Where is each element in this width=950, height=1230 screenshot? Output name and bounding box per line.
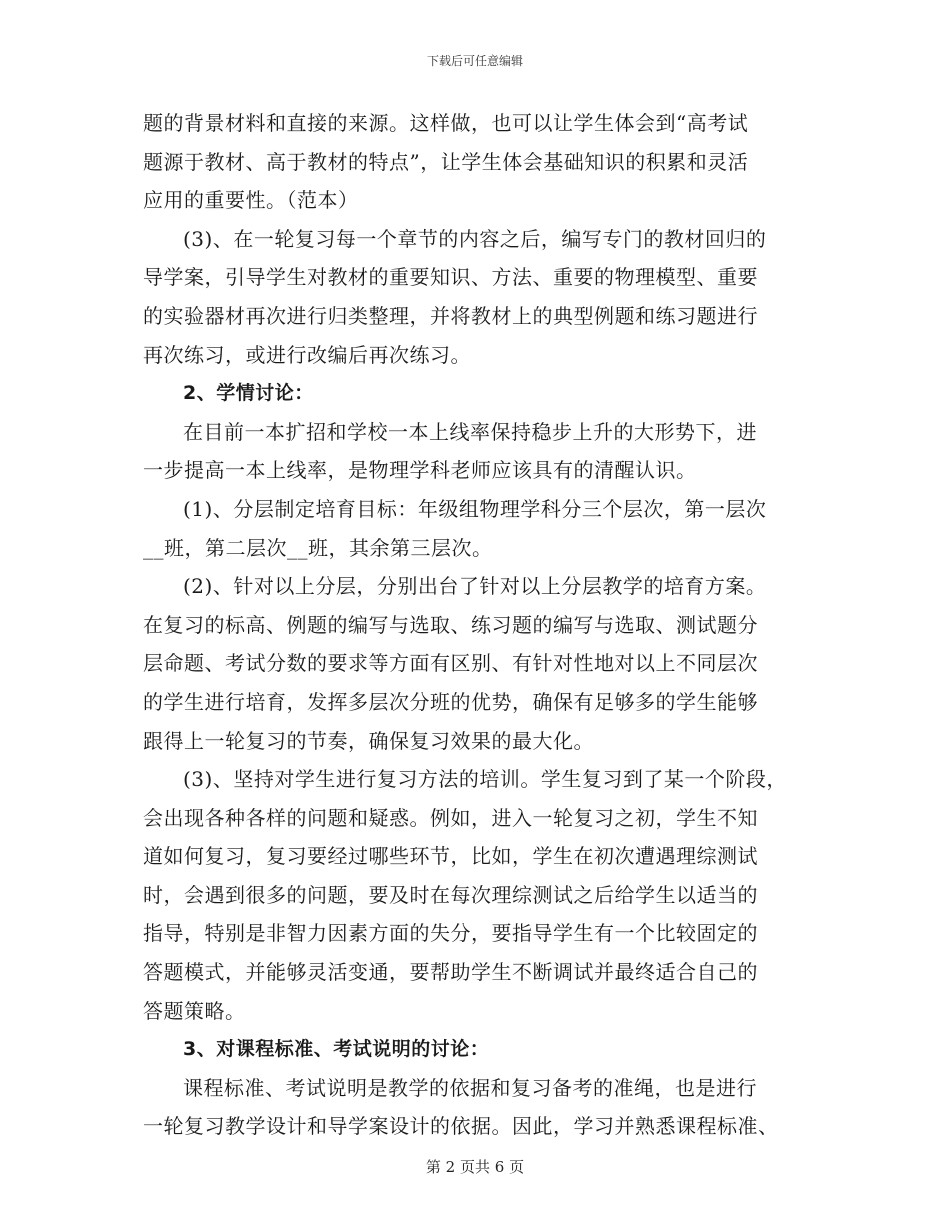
section-heading: 2、学情讨论： — [183, 382, 314, 405]
text-line: 会出现各种各样的问题和疑惑。例如，进入一轮复习之初，学生不知 — [143, 805, 758, 830]
text-line: 在复习的标高、例题的编写与选取、练习题的编写与选取、测试题分 — [143, 612, 758, 637]
text-line: 应用的重要性。（范本） — [143, 188, 359, 213]
text-line: 跟得上一轮复习的节奏，确保复习效果的最大化。 — [143, 728, 594, 753]
text-line: 再次练习，或进行改编后再次练习。 — [143, 342, 471, 367]
text-line: 答题模式，并能够灵活变通，要帮助学生不断调试并最终适合自己的 — [143, 960, 758, 985]
text-line: (1)、分层制定培育目标：年级组物理学科分三个层次，第一层次 — [183, 496, 767, 521]
text-line: 课程标准、考试说明是教学的依据和复习备考的准绳，也是进行 — [183, 1075, 757, 1100]
text-line: 时，会遇到很多的问题，要及时在每次理综测试之后给学生以适当的 — [143, 882, 758, 907]
text-line: (2)、针对以上分层，分别出台了针对以上分层教学的培育方案。 — [183, 574, 767, 599]
text-line: 答题策略。 — [143, 998, 246, 1023]
page-footer: 第 2 页共 6 页 — [425, 1158, 525, 1176]
text-line: 道如何复习，复习要经过哪些环节，比如，学生在初次遭遇理综测试 — [143, 844, 758, 869]
text-line: 一步提高一本上线率，是物理学科老师应该具有的清醒认识。 — [143, 458, 697, 483]
text-line: 的实验器材再次进行归类整理，并将教材上的典型例题和练习题进行 — [143, 303, 758, 328]
document-body — [143, 104, 823, 1146]
text-line: 一轮复习教学设计和导学案设计的依据。因此，学习并熟悉课程标准、 — [143, 1114, 779, 1139]
text-line: (3)、坚持对学生进行复习方法的培训。学生复习到了某一个阶段， — [183, 767, 787, 792]
section-heading: 3、对课程标准、考试说明的讨论： — [183, 1038, 490, 1061]
text-line: 题的背景材料和直接的来源。这样做，也可以让学生体会到“高考试 — [143, 111, 749, 135]
text-line: 层命题、考试分数的要求等方面有区别、有针对性地对以上不同层次 — [143, 651, 758, 676]
page-header: 下载后可任意编辑 — [426, 54, 523, 68]
text-line: __班，第二层次__班，其余第三层次。 — [143, 535, 493, 560]
text-line: 在目前一本扩招和学校一本上线率保持稳步上升的大形势下，进 — [183, 419, 757, 444]
text-line: 导学案，引导学生对教材的重要知识、方法、重要的物理模型、重要 — [143, 265, 758, 290]
text-line: 的学生进行培育，发挥多层次分班的优势，确保有足够多的学生能够 — [143, 689, 758, 714]
text-line: 题源于教材、高于教材的特点”，让学生体会基础知识的积累和灵活 — [143, 149, 749, 174]
text-line: (3)、在一轮复习每一个章节的内容之后，编写专门的教材回归的 — [183, 226, 767, 251]
text-line: 指导，特别是非智力因素方面的失分，要指导学生有一个比较固定的 — [143, 921, 758, 946]
